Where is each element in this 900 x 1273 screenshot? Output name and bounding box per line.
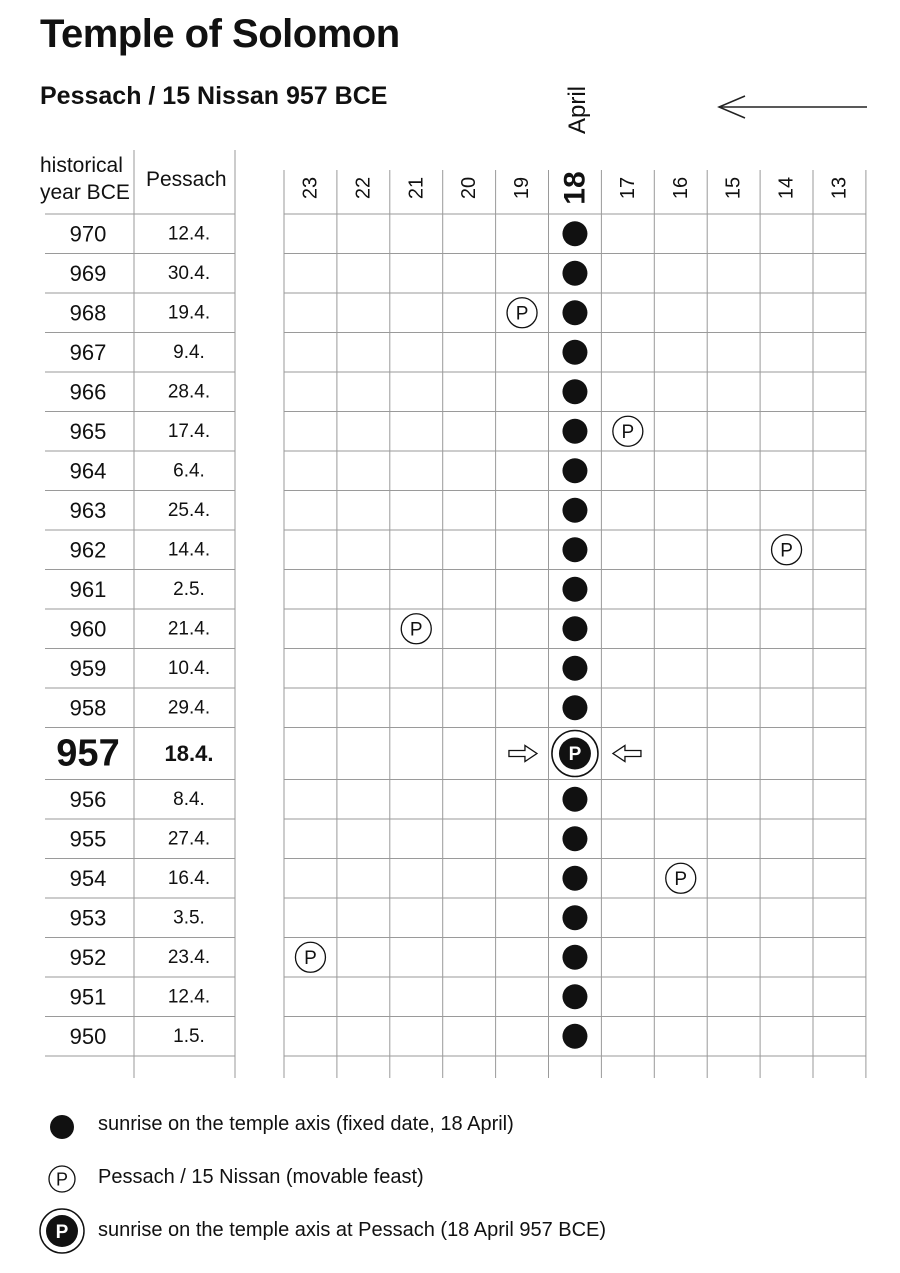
marker-letter: P bbox=[304, 947, 317, 969]
marker-letter: P bbox=[780, 540, 793, 562]
arrow-shape bbox=[613, 746, 641, 762]
pessach-date-label: 27.4. bbox=[167, 828, 211, 850]
day-tick-label: 20 bbox=[458, 176, 481, 200]
grid-lines bbox=[45, 150, 866, 1078]
year-label: 965 bbox=[69, 418, 107, 444]
marker-letter: P bbox=[409, 619, 423, 641]
day-tick-label: 13 bbox=[828, 176, 851, 200]
sunrise-dot bbox=[562, 1024, 587, 1049]
year-label: 957 bbox=[56, 732, 120, 775]
year-label: 952 bbox=[69, 944, 107, 970]
page-subtitle: Pessach / 15 Nissan 957 BCE bbox=[40, 82, 388, 110]
year-label: 960 bbox=[69, 616, 107, 642]
pessach-date-label: 10.4. bbox=[167, 657, 211, 679]
sunrise-dot bbox=[562, 695, 587, 720]
pessach-date-label: 3.5. bbox=[173, 907, 205, 929]
year-label: 968 bbox=[69, 300, 107, 326]
day-tick-label: 18 bbox=[558, 171, 592, 205]
pessach-date-label: 25.4. bbox=[167, 499, 211, 521]
pessach-date-label: 21.4. bbox=[167, 618, 211, 640]
filled-dot-icon bbox=[47, 1112, 77, 1142]
year-label: 966 bbox=[69, 379, 107, 405]
sunrise-dot bbox=[562, 498, 587, 523]
sunrise-dot bbox=[562, 577, 587, 602]
marker-letter: P bbox=[515, 303, 529, 325]
page-title: Temple of Solomon bbox=[40, 12, 400, 56]
year-label: 954 bbox=[69, 865, 107, 891]
day-tick-label: 21 bbox=[405, 176, 428, 200]
legend-text-pessach: Pessach / 15 Nissan (movable feast) bbox=[98, 1166, 424, 1188]
pessach-date-label: 6.4. bbox=[173, 460, 205, 482]
year-label: 962 bbox=[69, 537, 107, 563]
pessach-column-header: Pessach bbox=[146, 168, 227, 191]
pessach-date-label: 8.4. bbox=[173, 788, 205, 810]
year-label: 961 bbox=[69, 576, 107, 602]
year-label: 953 bbox=[69, 905, 107, 931]
pessach-date-label: 30.4. bbox=[167, 262, 211, 284]
pessach-date-label: 29.4. bbox=[167, 697, 211, 719]
year-label: 959 bbox=[69, 655, 107, 681]
year-label: 956 bbox=[69, 786, 107, 812]
year-label: 963 bbox=[69, 497, 107, 523]
sunrise-dot bbox=[562, 656, 587, 681]
month-label: April bbox=[564, 85, 591, 135]
marker-letter: P bbox=[568, 744, 582, 765]
year-label: 969 bbox=[69, 260, 107, 286]
day-tick-label: 14 bbox=[775, 176, 798, 200]
pessach-marker bbox=[401, 614, 431, 644]
pessach-marker bbox=[772, 535, 802, 565]
sunrise-dot bbox=[562, 866, 587, 891]
sunrise-dot bbox=[562, 826, 587, 851]
sunrise-dot bbox=[562, 300, 587, 325]
day-tick-labels bbox=[299, 171, 850, 204]
day-tick-label: 23 bbox=[299, 176, 322, 200]
marker-letter: P bbox=[621, 421, 635, 443]
day-tick-label: 17 bbox=[616, 176, 639, 200]
left-pointing-arrow-icon bbox=[613, 746, 641, 762]
legend-text-combined: sunrise on the temple axis at Pessach (18 April 957 BCE) bbox=[98, 1219, 607, 1241]
year-label: 958 bbox=[69, 695, 107, 721]
year-label: 964 bbox=[69, 458, 107, 484]
pessach-marker bbox=[295, 942, 325, 972]
year-label: 955 bbox=[69, 826, 107, 852]
sunrise-dot bbox=[562, 616, 587, 641]
sunrise-dot bbox=[562, 458, 587, 483]
sunrise-dot bbox=[562, 221, 587, 246]
pessach-date-label: 12.4. bbox=[167, 223, 211, 245]
sunrise-dot bbox=[562, 537, 587, 562]
year-header-line1: historical bbox=[40, 154, 123, 177]
year-label: 970 bbox=[69, 221, 107, 247]
sunrise-dot bbox=[562, 787, 587, 812]
day-tick-label: 16 bbox=[669, 176, 692, 200]
day-tick-label: 19 bbox=[511, 176, 534, 200]
day-tick-label: 22 bbox=[352, 176, 375, 200]
svg-text:P: P bbox=[55, 1222, 69, 1243]
pessach-marker bbox=[666, 863, 696, 893]
sunrise-dot bbox=[562, 905, 587, 930]
pessach-marker bbox=[613, 416, 643, 446]
pessach-date-label: 2.5. bbox=[173, 578, 205, 600]
right-pointing-arrow-icon bbox=[509, 746, 537, 762]
sunrise-dot bbox=[562, 340, 587, 365]
pessach-date-label: 18.4. bbox=[164, 741, 214, 766]
pessach-date-label: 16.4. bbox=[167, 867, 211, 889]
pessach-date-label: 12.4. bbox=[167, 986, 211, 1008]
sunrise-dot bbox=[562, 419, 587, 444]
sunrise-dot bbox=[562, 379, 587, 404]
pessach-sunrise-marker bbox=[552, 731, 598, 777]
row-labels bbox=[56, 221, 213, 1049]
pessach-date-label: 23.4. bbox=[167, 946, 211, 968]
year-label: 950 bbox=[69, 1023, 107, 1049]
year-header-line2: year BCE bbox=[40, 181, 130, 204]
svg-text:P: P bbox=[55, 1169, 69, 1190]
pessach-date-label: 17.4. bbox=[167, 420, 211, 442]
sunrise-dot bbox=[562, 984, 587, 1009]
pessach-date-label: 28.4. bbox=[167, 381, 211, 403]
pessach-marker bbox=[507, 298, 537, 328]
sunrise-dot bbox=[562, 945, 587, 970]
year-label: 951 bbox=[69, 984, 107, 1010]
legend-text-sunrise: sunrise on the temple axis (fixed date, 18 April) bbox=[98, 1113, 514, 1135]
p-double-circle-icon bbox=[38, 1207, 86, 1255]
pessach-date-label: 9.4. bbox=[173, 341, 205, 363]
day-tick-label: 15 bbox=[722, 176, 745, 200]
sunrise-dot bbox=[562, 261, 587, 286]
pessach-date-label: 14.4. bbox=[167, 539, 211, 561]
marker-letter: P bbox=[674, 868, 688, 890]
p-circle-icon bbox=[46, 1163, 78, 1195]
pessach-date-label: 19.4. bbox=[167, 302, 211, 324]
arrow-shape bbox=[509, 746, 537, 762]
year-label: 967 bbox=[69, 339, 107, 365]
pessach-date-label: 1.5. bbox=[173, 1025, 205, 1047]
